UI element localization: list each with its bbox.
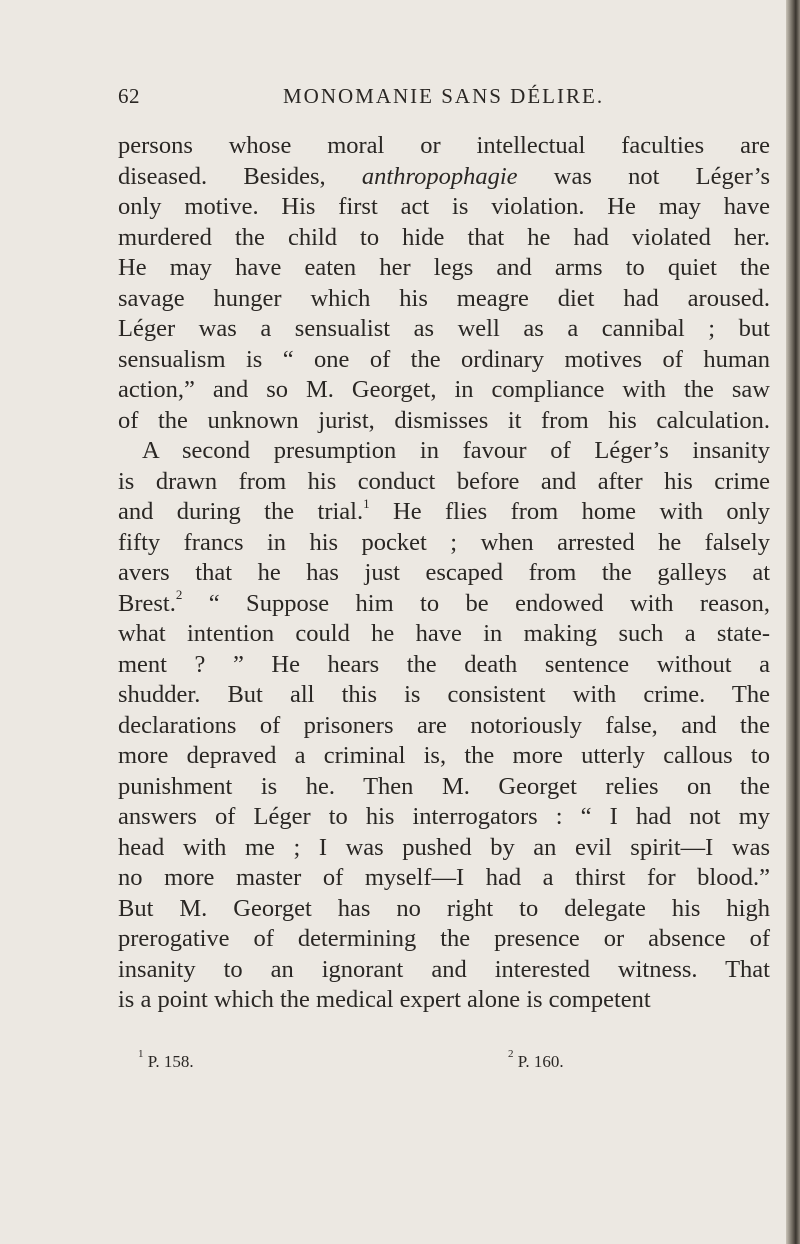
text-run: insanity to an ignorant and interested witness. That [118,955,770,983]
text-line [118,802,770,833]
footnote-reference: 1 [363,495,370,511]
text-line [118,772,770,803]
text-line [118,131,770,162]
text-line [118,833,770,864]
text-run: more depraved a criminal is, the more utterly callous to [118,742,770,769]
text-run: answers of Léger to his interrogators : “ I had not my [118,803,770,830]
text-run: savage hunger which his meagre diet had aroused. [118,284,770,312]
text-line [118,985,770,1016]
text-run: He flies from home with only [369,498,770,525]
text-line [118,528,770,559]
text-line [118,863,770,894]
text-line [118,192,770,223]
text-line [118,497,770,528]
footnote-1 [138,1048,194,1072]
text-line [118,589,770,620]
text-line [118,619,770,650]
text-line [118,711,770,742]
text-run: murdered the child to hide that he had violated her. [118,223,770,251]
text-line [118,894,770,925]
text-line [118,467,770,498]
footnote-text: P. 158. [147,1052,194,1071]
footnote-mark: 1 [138,1048,144,1061]
footnote-reference: 2 [175,587,183,603]
page-header [118,84,768,118]
text-run: He may have eaten her legs and arms to quiet the [118,254,770,281]
text-run: shudder. But all this is consistent with crime. The [118,681,770,708]
text-run: head with me ; I was pushed by an evil spirit—I was [118,833,770,861]
text-run: no more master of myself—I had a thirst for blood.” [118,864,770,891]
text-line [118,650,770,681]
text-line [118,253,770,284]
running-head: MONOMANIE SANS DÉLIRE. [283,84,605,108]
text-run: prerogative of determining the presence or absence of [118,925,770,952]
footnote-2 [508,1048,564,1072]
footnote-mark: 2 [508,1048,514,1061]
italic-term: anthropophagie [361,162,518,190]
text-run: sensualism is “ one of the ordinary motives of human [118,345,770,373]
text-line [118,741,770,772]
text-line [118,680,770,711]
page-edge-shadow [786,0,800,1244]
text-run: Brest. [118,589,176,617]
text-line [118,162,770,193]
text-line [118,436,770,467]
text-run: avers that he has just escaped from the galleys at [118,559,770,586]
text-run: and during the trial. [118,498,364,525]
text-run: A second presumption in favour of Léger’s insanity [142,437,770,464]
text-run: of the unknown jurist, dismisses it from his calculation. [118,406,770,434]
text-line [118,284,770,315]
text-line [118,345,770,376]
text-run: was not Léger’s [517,162,770,190]
text-run: diseased. Besides, [118,162,362,190]
text-run: persons whose moral or intellectual faculties are [118,132,770,159]
text-run: declarations of prisoners are notoriously false, and the [118,711,770,739]
text-line [118,924,770,955]
text-line [118,375,770,406]
text-run: punishment is he. Then M. Georget relies on the [118,772,770,800]
text-line [118,558,770,589]
text-run: “ Suppose him to be endowed with reason, [182,589,770,617]
text-run: Léger was a sensualist as well as a cannibal ; but [118,315,770,342]
text-run: is a point which the medical expert alone is competent [118,986,651,1013]
text-run: ment ? ” He hears the death sentence without a [118,650,770,678]
page-number: 62 [118,84,140,108]
text-run: action,” and so M. Georget, in compliance with the saw [118,376,770,403]
text-run: what intention could he have in making such a state- [118,620,770,647]
text-line [118,406,770,437]
text-run: only motive. His first act is violation. He may have [118,193,770,220]
text-run: But M. Georget has no right to delegate his high [118,894,770,922]
text-run: fifty francs in his pocket ; when arrested he falsely [118,528,770,556]
text-line [118,223,770,254]
text-run: is drawn from his conduct before and after his crime [118,467,770,495]
text-line [118,955,770,986]
text-line [118,314,770,345]
body-text [118,131,770,1016]
footnote-text: P. 160. [517,1052,564,1071]
